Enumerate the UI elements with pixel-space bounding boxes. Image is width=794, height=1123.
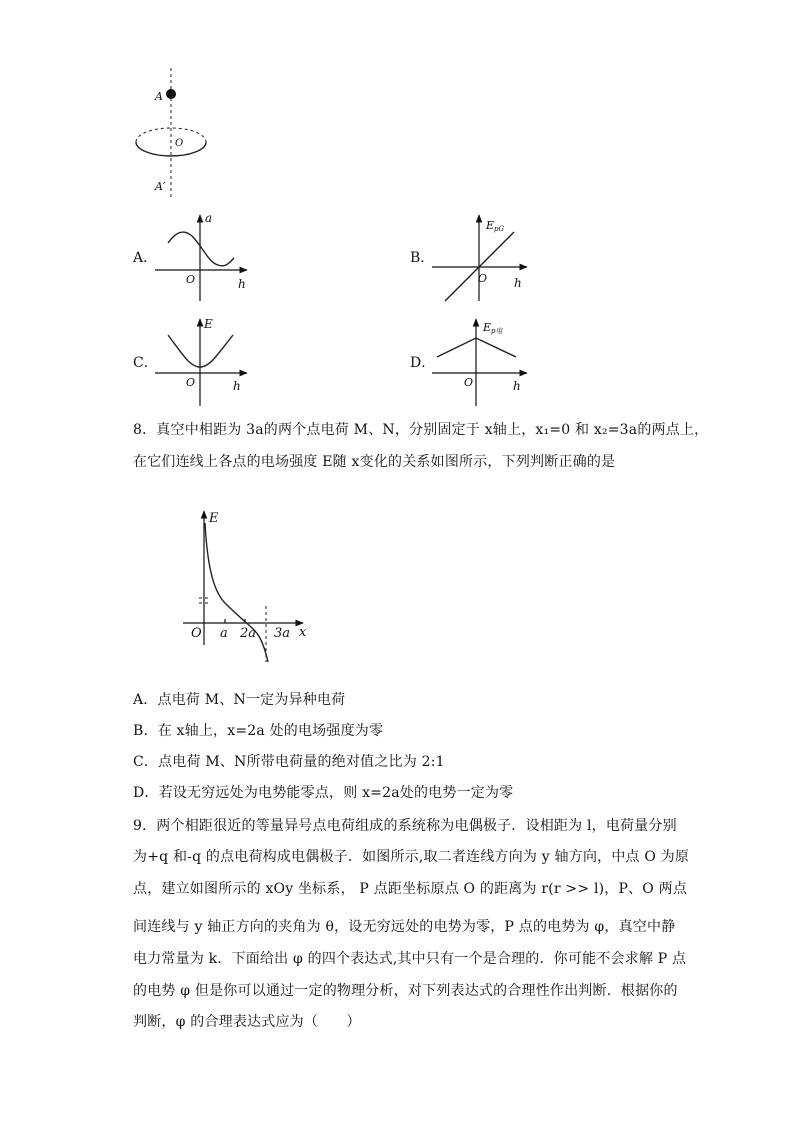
y-axis-label-main: E (483, 321, 492, 334)
x-axis-label: h (233, 379, 241, 393)
q9-stem-line-2: 为+q 和-q 的点电荷构成电偶极子．如图所示,取二者连线方向为 y 轴方向，中点 O 为原 (133, 849, 690, 865)
q9-stem-line-7: 判断，φ 的合理表达式应为（ ） (133, 1014, 361, 1030)
field-curve (205, 523, 268, 662)
q8-stem-line-2: 在它们连线上各点的电场强度 E随 x变化的关系如图所示，下列判断正确的是 (133, 454, 616, 470)
label-a: A (155, 90, 163, 103)
graph-option-d (432, 319, 527, 406)
y-axis-label: E (204, 317, 213, 331)
origin-label: O (186, 376, 196, 389)
graph-curve (168, 232, 234, 266)
graph-option-b (432, 215, 527, 301)
q7-option-b-letter: B． (410, 250, 435, 266)
y-axis-label: E (209, 511, 219, 526)
origin-label: O (191, 626, 202, 641)
y-axis-label-sub: p电 (491, 327, 503, 335)
ring-axis-figure (136, 68, 206, 200)
q8-option-b: B．在 x轴上，x=2a 处的电场强度为零 (133, 723, 384, 739)
q9-stem-line-6: 的电势 φ 但是你可以通过一定的物理分析，对下列表达式的合理性作出判断．根据你的 (133, 983, 678, 999)
point-a-dot (166, 89, 176, 99)
y-axis-label (482, 321, 504, 335)
q7-option-c-letter: C． (133, 355, 158, 371)
y-axis-label (485, 219, 505, 233)
tick-label-3a: 3a (274, 626, 291, 641)
q8-option-d: D．若设无穷远处为电势能零点，则 x=2a处的电势一定为零 (133, 785, 514, 801)
label-o: O (175, 138, 184, 149)
tick-label-2a: 2a (240, 626, 257, 641)
label-a-prime: A′ (155, 180, 166, 193)
q7-option-a-letter: A． (133, 250, 158, 266)
q9-stem-line-5: 电力常量为 k．下面给出 φ 的四个表达式,其中只有一个是合理的．你可能不会求解 P 点 (133, 951, 687, 967)
y-axis-label-sub: pG (494, 225, 505, 233)
q8-option-c: C．点电荷 M、N所带电荷量的绝对值之比为 2:1 (133, 754, 445, 770)
graph-option-c (155, 317, 247, 406)
q9-stem-line-4: 间连线与 y 轴正方向的夹角为 θ，设无穷远处的电势为零，P 点的电势为 φ，真空中静 (133, 919, 676, 935)
y-axis-label: a (205, 211, 213, 225)
x-axis-label: h (238, 277, 246, 291)
x-axis-label: h (513, 379, 521, 393)
q8-stem-line-1: 8．真空中相距为 3a的两个点电荷 M、N，分别固定于 x轴上，x₁=0 和 x₂=3a的两点上， (133, 422, 709, 438)
tick-label-a: a (220, 626, 228, 641)
origin-label: O (464, 376, 474, 389)
x-axis-label: h (514, 276, 522, 290)
q9-stem-line-1: 9．两个相距很近的等量异号点电荷组成的系统称为电偶极子．设相距为 l，电荷量分别 (133, 818, 677, 834)
q8-option-a: A．点电荷 M、N一定为异种电荷 (133, 692, 346, 708)
graph-option-a (155, 211, 247, 301)
origin-label: O (186, 273, 196, 286)
x-axis-label: x (299, 625, 307, 640)
q7-option-d-letter: D． (410, 355, 436, 371)
y-axis-label-main: E (486, 219, 495, 232)
q9-stem-line-3: 点，建立如图所示的 xOy 坐标系， P 点距坐标原点 O 的距离为 r(r >> l)，P、O 两点 (133, 881, 688, 897)
origin-label: O (478, 272, 488, 285)
graph-e-vs-x (183, 511, 307, 662)
